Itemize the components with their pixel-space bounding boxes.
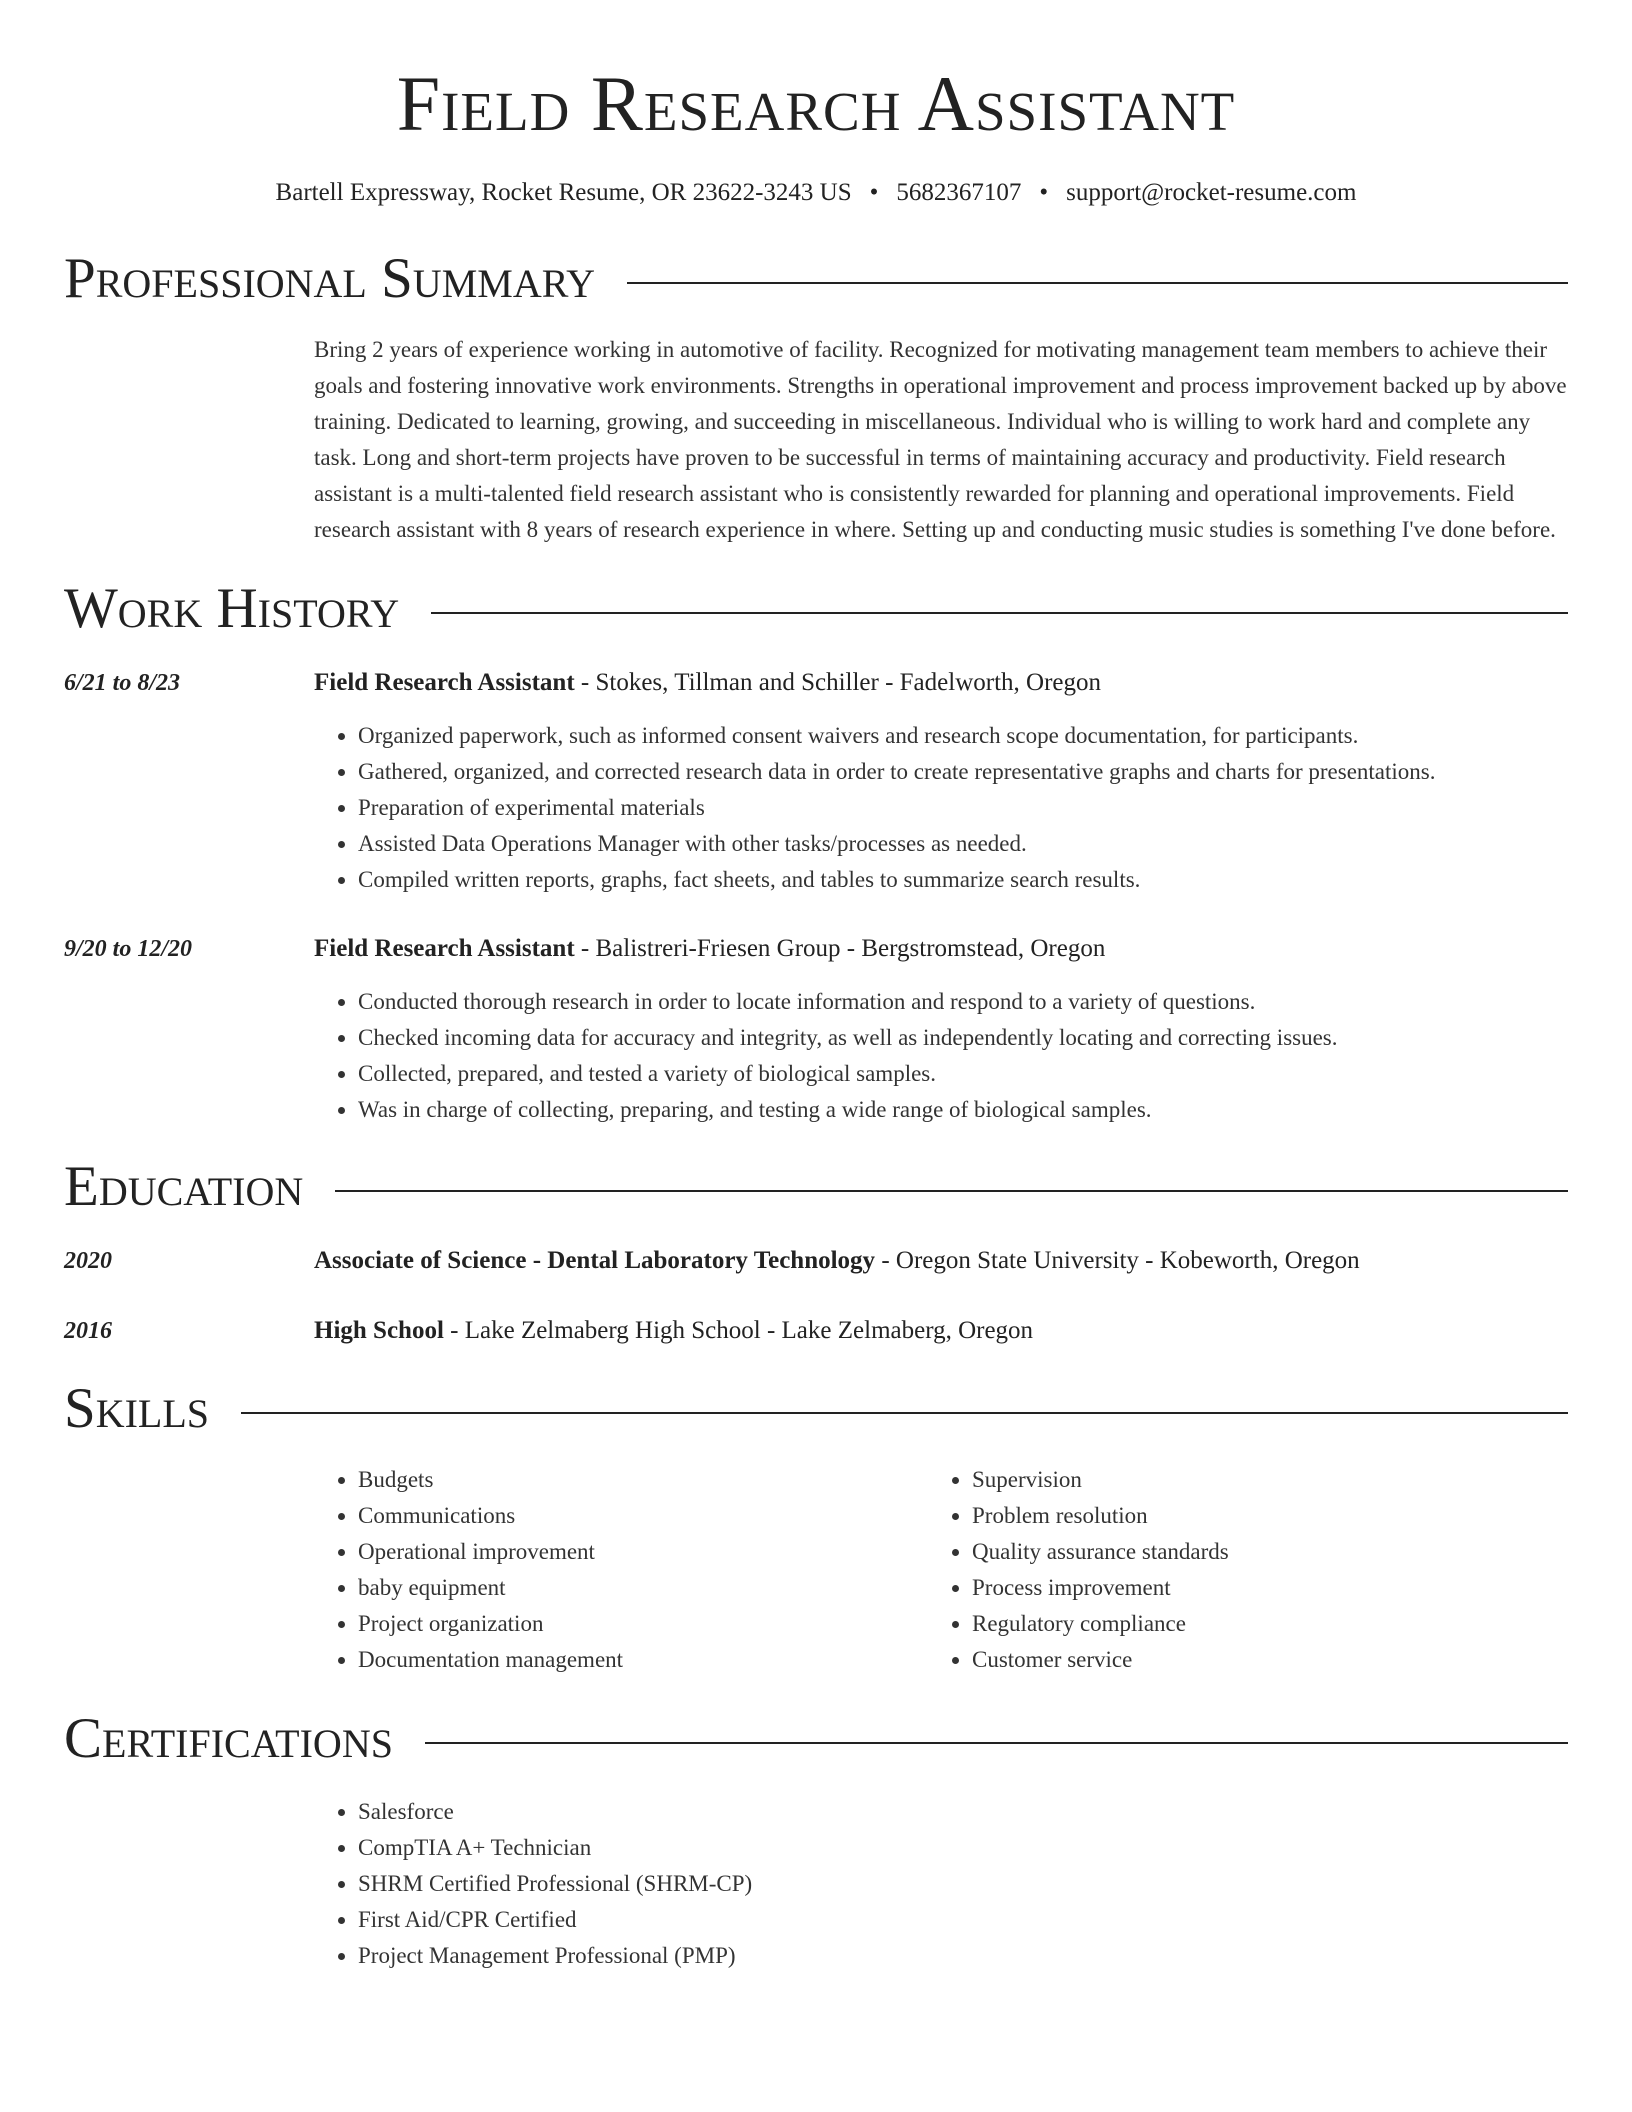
job-bullet: • Was in charge of collecting, preparing, and testing a wide range of biological samples. bbox=[358, 1092, 1568, 1128]
job-bullets bbox=[314, 718, 1568, 898]
education-section-header bbox=[64, 1156, 1568, 1218]
skills-section-header bbox=[64, 1378, 1568, 1440]
education-line bbox=[314, 1244, 1360, 1278]
education-year: 2020 bbox=[64, 1248, 112, 1274]
contact-address: Bartell Expressway, Rocket Resume, OR 23622-3243 US bbox=[275, 179, 852, 206]
certification-item: • SHRM Certified Professional (SHRM-CP) bbox=[358, 1866, 1568, 1902]
job-title-line bbox=[314, 666, 1568, 700]
job-entry bbox=[64, 932, 1568, 1128]
section-divider bbox=[241, 1412, 1568, 1414]
skill-item: • Process improvement bbox=[972, 1570, 1542, 1606]
education-degree: Associate of Science - Dental Laboratory Technology bbox=[314, 1247, 876, 1274]
skill-item: • Project organization bbox=[358, 1606, 928, 1642]
certifications-section-header bbox=[64, 1708, 1568, 1770]
job-title: Field Research Assistant bbox=[314, 669, 575, 696]
job-dates: 6/21 to 8/23 bbox=[64, 670, 181, 696]
skills-columns bbox=[314, 1462, 1568, 1678]
skill-item: • Communications bbox=[358, 1498, 928, 1534]
education-degree: High School bbox=[314, 1317, 444, 1344]
certification-item: • Salesforce bbox=[358, 1794, 1568, 1830]
skill-item: • Documentation management bbox=[358, 1642, 928, 1678]
job-bullet: • Checked incoming data for accuracy and integrity, as well as independently locating and correcting issues. bbox=[358, 1020, 1568, 1056]
job-bullet: • Conducted thorough research in order to locate information and respond to a variety of questions. bbox=[358, 984, 1568, 1020]
skill-item: • Quality assurance standards bbox=[972, 1534, 1542, 1570]
job-bullet: • Gathered, organized, and corrected research data in order to create representative graphs and charts for presentations. bbox=[358, 754, 1568, 790]
job-bullet: • Assisted Data Operations Manager with other tasks/processes as needed. bbox=[358, 826, 1568, 862]
skill-item: • Regulatory compliance bbox=[972, 1606, 1542, 1642]
contact-email: support@rocket-resume.com bbox=[1066, 179, 1357, 206]
skill-item: • Budgets bbox=[358, 1462, 928, 1498]
job-bullets bbox=[314, 984, 1568, 1128]
skill-item: • Customer service bbox=[972, 1642, 1542, 1678]
skill-item: • baby equipment bbox=[358, 1570, 928, 1606]
education-line bbox=[314, 1314, 1033, 1348]
certification-item: • First Aid/CPR Certified bbox=[358, 1902, 1568, 1938]
education-year: 2016 bbox=[64, 1318, 112, 1344]
certifications-heading: Certifications bbox=[64, 1707, 393, 1770]
job-bullet: • Compiled written reports, graphs, fact sheets, and tables to summarize search results. bbox=[358, 862, 1568, 898]
section-divider bbox=[425, 1742, 1568, 1744]
certifications-list bbox=[314, 1794, 1568, 1974]
resume-name: Field Research Assistant bbox=[396, 60, 1236, 147]
skill-item: • Operational improvement bbox=[358, 1534, 928, 1570]
contact-phone: 5682367107 bbox=[896, 179, 1022, 206]
work-heading: Work History bbox=[64, 577, 400, 640]
certification-item: • Project Management Professional (PMP) bbox=[358, 1938, 1568, 1974]
skills-left-list bbox=[314, 1462, 928, 1678]
job-title-line bbox=[314, 932, 1568, 966]
work-section-header bbox=[64, 578, 1568, 640]
education-entry bbox=[64, 1314, 1568, 1348]
skill-item: • Supervision bbox=[972, 1462, 1542, 1498]
skill-item: • Problem resolution bbox=[972, 1498, 1542, 1534]
job-details: - Balistreri-Friesen Group - Bergstromstead, Oregon bbox=[574, 935, 1106, 962]
certification-item: • CompTIA A+ Technician bbox=[358, 1830, 1568, 1866]
section-divider bbox=[627, 282, 1568, 284]
education-heading: Education bbox=[64, 1155, 304, 1218]
job-bullet: • Collected, prepared, and tested a variety of biological samples. bbox=[358, 1056, 1568, 1092]
contact-separator: • bbox=[1039, 179, 1049, 206]
summary-heading: Professional Summary bbox=[64, 247, 596, 310]
section-divider bbox=[431, 612, 1568, 614]
job-bullet: • Preparation of experimental materials bbox=[358, 790, 1568, 826]
contact-line bbox=[64, 176, 1568, 210]
section-divider bbox=[335, 1190, 1568, 1192]
job-dates: 9/20 to 12/20 bbox=[64, 936, 193, 962]
education-entry bbox=[64, 1244, 1568, 1278]
skills-heading: Skills bbox=[64, 1377, 210, 1440]
summary-text: Bring 2 years of experience working in automotive of facility. Recognized for motivating management team members to achieve their goals and fostering innovative work environments. Strengths in operational improvement and process improvement backed up by above training. Dedicated to learning, growing, and succeeding in miscellaneous. Individual who is willing to work hard and complete any task. Long and short-term projects have proven to be successful in terms of maintaining accuracy and productivity. Field research assistant is a multi-talented field research assistant who is consistently rewarded for planning and operational improvements. Field research assistant with 8 years of research experience in where. Setting up and conducting music studies is something I've done before. bbox=[314, 337, 1567, 542]
job-details: - Stokes, Tillman and Schiller - Fadelworth, Oregon bbox=[574, 669, 1101, 696]
summary-section-header bbox=[64, 248, 1568, 310]
contact-separator: • bbox=[869, 179, 879, 206]
education-details: - Lake Zelmaberg High School - Lake Zelmaberg, Oregon bbox=[443, 1317, 1034, 1344]
job-body bbox=[314, 932, 1568, 1128]
skills-right-list bbox=[928, 1462, 1542, 1678]
job-title: Field Research Assistant bbox=[314, 935, 575, 962]
job-entry bbox=[64, 666, 1568, 898]
job-body bbox=[314, 666, 1568, 898]
job-bullet: • Organized paperwork, such as informed consent waivers and research scope documentation, for participants. bbox=[358, 718, 1568, 754]
education-details: - Oregon State University - Kobeworth, Oregon bbox=[875, 1247, 1360, 1274]
